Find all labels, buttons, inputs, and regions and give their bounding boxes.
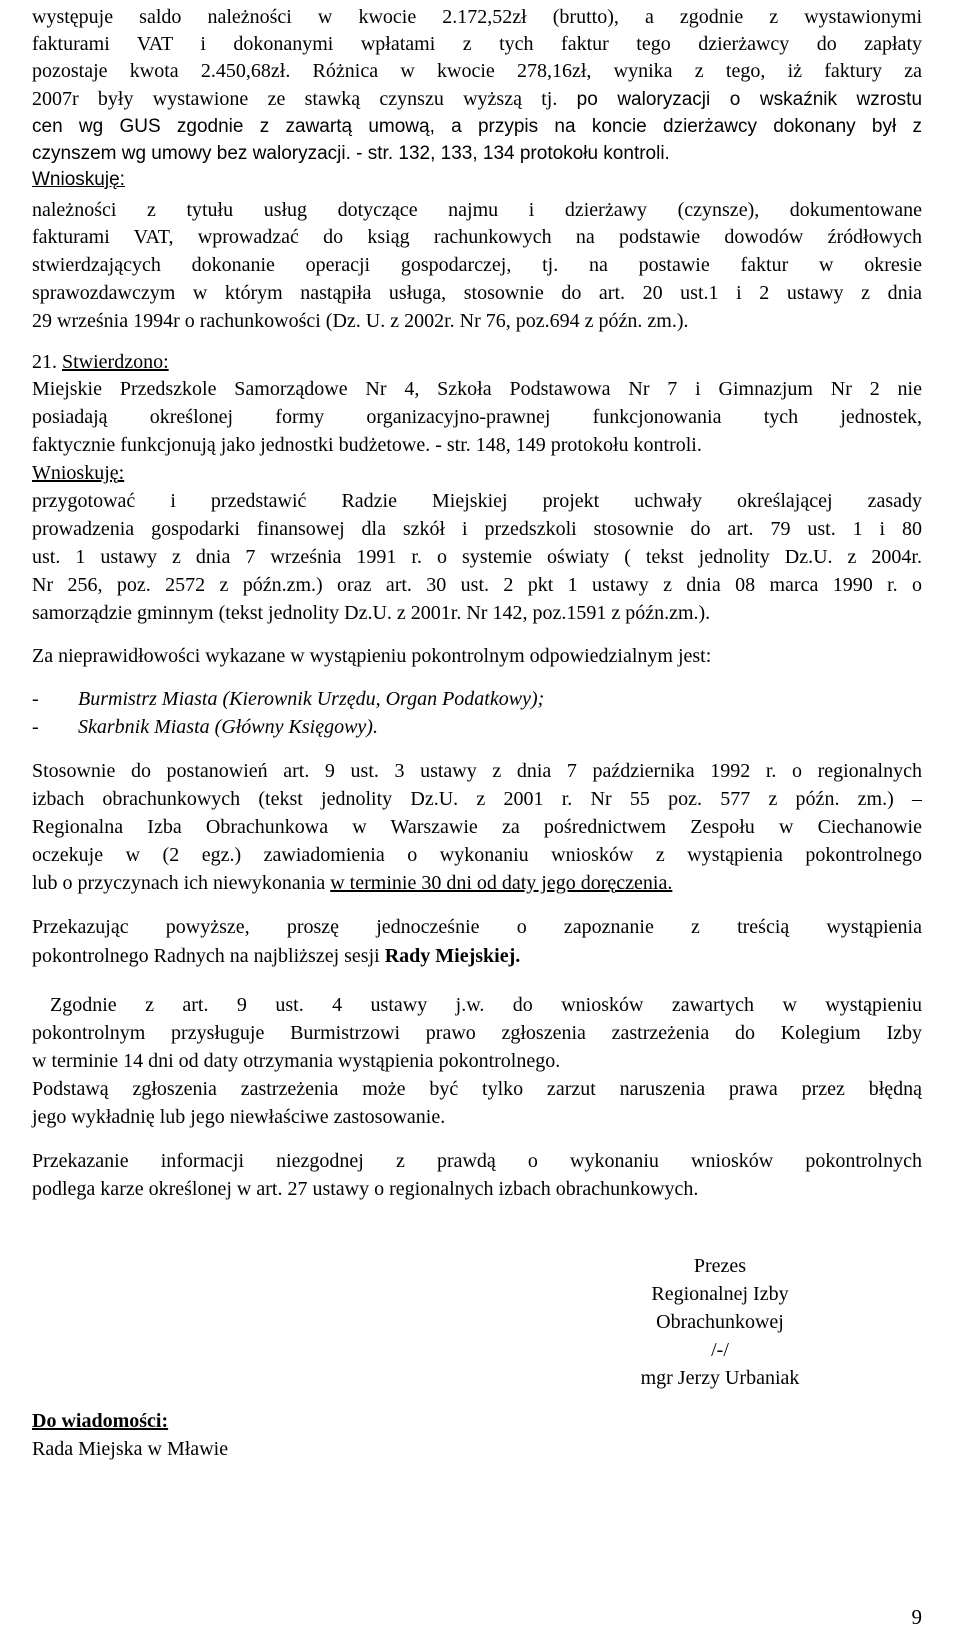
text-line: sprawozdawczym w którym nastąpiła usługa, stosownie do art. 20 ust.1 i 2 ustawy z dnia	[32, 282, 922, 304]
signatory-name: mgr Jerzy Urbaniak	[640, 1367, 800, 1389]
text-line: samorządzie gminnym (tekst jednolity Dz.U. z 2001r. Nr 142, poz.1591 z późn.zm.).	[32, 602, 711, 624]
list-item-text: Burmistrz Miasta (Kierownik Urzędu, Organ Podatkowy);	[78, 688, 545, 710]
text-line: izbach obrachunkowych (tekst jednolity Dz.U. z 2001 r. Nr 55 poz. 577 z późn. zm.) –	[32, 788, 922, 810]
text-line: ust. 1 ustawy z dnia 7 września 1991 r. o systemie oświaty ( tekst jednolity Dz.U. z 2004r.	[32, 546, 922, 568]
list-bullet: -	[32, 688, 39, 710]
text-line: cen wg GUS zgodnie z zawartą umową, a przypis na koncie dzierżawcy dokonany był z	[32, 116, 922, 137]
text-line: Podstawą zgłoszenia zastrzeżenia może być tylko zarzut naruszenia prawa przez błędną	[32, 1078, 922, 1100]
text-segment: pokontrolnego Radnych na najbliższej sesji	[32, 945, 385, 967]
signature-title: Prezes	[693, 1255, 747, 1277]
text-line: występuje saldo należności w kwocie 2.172,52zł (brutto), a zgodnie z wystawionymi	[32, 6, 922, 28]
section-heading	[32, 349, 169, 375]
section-title: Stwierdzono:	[62, 351, 169, 373]
text-line: faktycznie funkcjonują jako jednostki budżetowe. - str. 148, 149 protokołu kontroli.	[32, 434, 702, 456]
text-line: w terminie 14 dni od daty otrzymania wystąpienia pokontrolnego.	[32, 1050, 561, 1072]
text-line: fakturami VAT, wprowadzać do ksiąg rachunkowych na podstawie dowodów źródłowych	[32, 226, 922, 248]
text-line: posiadają określonej formy organizacyjno-prawnej funkcjonowania tych jednostek,	[32, 406, 922, 428]
text-line: stwierdzających dokonanie operacji gospodarczej, tj. na postawie faktur w okresie	[32, 254, 922, 276]
deadline-text: w terminie 30 dni od daty jego doręczenia.	[330, 872, 673, 894]
text-line	[32, 943, 520, 969]
text-line: podlega karze określonej w art. 27 ustawy o regionalnych izbach obrachunkowych.	[32, 1178, 699, 1200]
signature-mark: /-/	[711, 1339, 729, 1361]
text-line: 29 września 1994r o rachunkowości (Dz. U. z 2002r. Nr 76, poz.694 z późn. zm.).	[32, 310, 689, 332]
text-line: Za nieprawidłowości wykazane w wystąpieniu pokontrolnym odpowiedzialnym jest:	[32, 645, 712, 667]
list-bullet: -	[32, 716, 39, 738]
list-item	[32, 686, 544, 712]
text-line: jego wykładnię lub jego niewłaściwe zastosowanie.	[32, 1106, 446, 1128]
text-line: Regionalna Izba Obrachunkowa w Warszawie za pośrednictwem Zespołu w Ciechanowie	[32, 816, 922, 838]
signature-line: Obrachunkowej	[656, 1311, 784, 1333]
text-segment: 2007r były wystawione ze stawką czynszu wyższą tj.	[32, 88, 558, 110]
text-line: Nr 256, poz. 2572 z późn.zm.) oraz art. 30 ust. 2 pkt 1 ustawy z dnia 08 marca 1990 r. o	[32, 574, 922, 596]
text-line	[32, 870, 672, 896]
text-line: czynszem wg umowy bez waloryzacji. - str. 132, 133, 134 protokołu kontroli.	[32, 143, 670, 164]
text-line: należności z tytułu usług dotyczące najmu i dzierżawy (czynsze), dokumentowane	[32, 199, 922, 221]
text-line: oczekuje w (2 egz.) zawiadomienia o wykonaniu wniosków z wystąpienia pokontrolnego	[32, 844, 922, 866]
recipient: Rada Miejska w Mławie	[32, 1438, 229, 1460]
text-line: fakturami VAT i dokonanymi wpłatami z tych faktur tego dzierżawcy do zapłaty	[32, 33, 922, 55]
text-line: Miejskie Przedszkole Samorządowe Nr 4, Szkoła Podstawowa Nr 7 i Gimnazjum Nr 2 nie	[32, 378, 922, 400]
signature-line: Regionalnej Izby	[651, 1283, 789, 1305]
list-item-text: Skarbnik Miasta (Główny Księgowy).	[78, 716, 378, 738]
text-line: pokontrolnym przysługuje Burmistrzowi prawo zgłoszenia zastrzeżenia do Kolegium Izby	[32, 1022, 922, 1044]
council-name: Rady Miejskiej.	[384, 945, 521, 967]
text-line: pozostaje kwota 2.450,68zł. Różnica w kwocie 278,16zł, wynika z tego, iż faktury za	[32, 60, 922, 82]
section-heading: Wnioskuję:	[32, 462, 125, 484]
section-heading: Wnioskuję:	[32, 169, 125, 190]
text-segment: lub o przyczynach ich niewykonania	[32, 872, 331, 894]
section-number: 21.	[32, 351, 57, 373]
text-line: Stosownie do postanowień art. 9 ust. 3 ustawy z dnia 7 października 1992 r. o regionalnych	[32, 760, 922, 782]
text-line: Przekazanie informacji niezgodnej z prawdą o wykonaniu wniosków pokontrolnych	[32, 1150, 922, 1172]
text-line: Przekazując powyższe, proszę jednocześnie o zapoznanie z treścią wystąpienia	[32, 916, 922, 938]
page-number: 9	[911, 1605, 922, 1629]
list-item	[32, 714, 378, 740]
text-line: Zgodnie z art. 9 ust. 4 ustawy j.w. do wniosków zawartych w wystąpieniu	[50, 994, 922, 1016]
text-line: prowadzenia gospodarki finansowej dla szkół i przedszkoli stosownie do art. 79 ust. 1 i 80	[32, 518, 922, 540]
recipients-heading: Do wiadomości:	[32, 1410, 169, 1432]
text-line	[32, 86, 922, 113]
text-segment: po waloryzacji o wskaźnik wzrostu	[576, 89, 922, 110]
text-line: przygotować i przedstawić Radzie Miejskiej projekt uchwały określającej zasady	[32, 490, 922, 512]
